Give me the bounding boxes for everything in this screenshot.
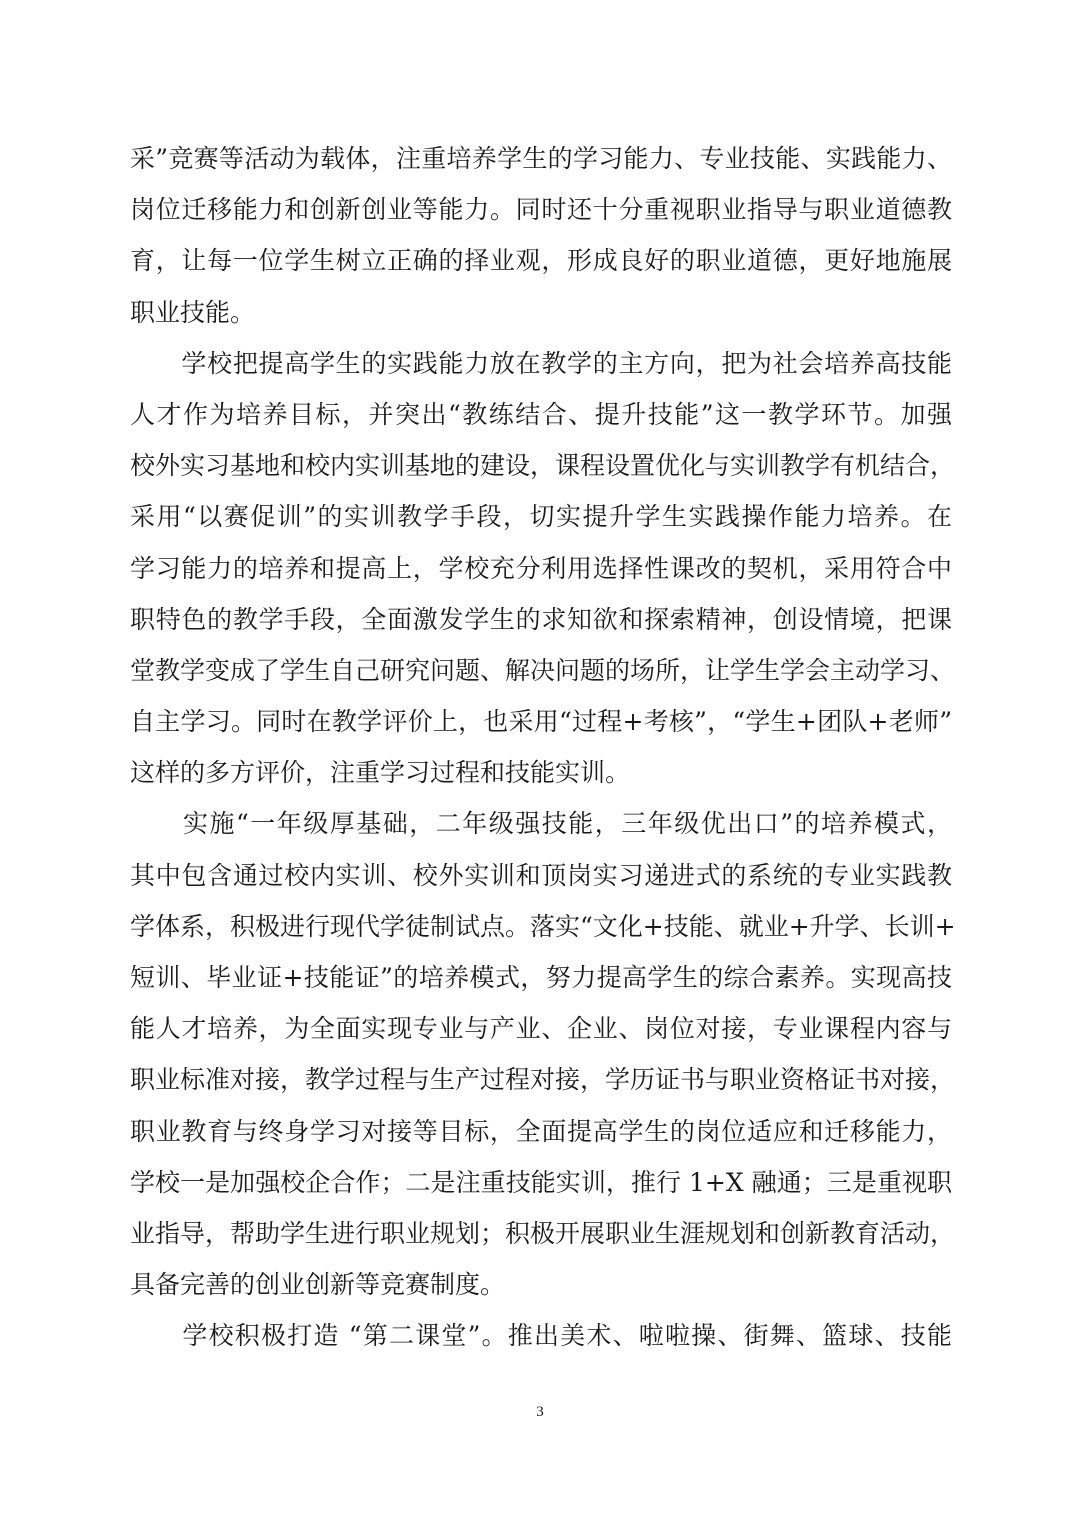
text-line: 学校把提高学生的实践能力放在教学的主方向，把为社会培养高技能 bbox=[130, 348, 952, 378]
text-line: 职业标准对接，教学过程与生产过程对接，学历证书与职业资格证书对接， bbox=[130, 1065, 956, 1095]
text-line: 职业技能。 bbox=[130, 297, 256, 327]
text-line: 自主学习。同时在教学评价上，也采用“过程+考核”，“学生+团队+老师” bbox=[130, 707, 952, 737]
text-line: 学校一是加强校企合作；二是注重技能实训，推行 1+X 融通；三是重视职 bbox=[130, 1167, 952, 1197]
text-line: 人才作为培养目标，并突出“教练结合、提升技能”这一教学环节。加强 bbox=[130, 399, 952, 429]
text-line: 其中包含通过校内实训、校外实训和顶岗实习递进式的系统的专业实践教 bbox=[130, 860, 952, 890]
text-line: 这样的多方评价，注重学习过程和技能实训。 bbox=[130, 758, 631, 788]
text-line: 校外实习基地和校内实训基地的建设，课程设置优化与实训教学有机结合， bbox=[130, 451, 956, 481]
text-line: 实施“一年级厚基础，二年级强技能，三年级优出口”的培养模式， bbox=[130, 809, 952, 839]
text-line: 能人才培养，为全面实现专业与产业、企业、岗位对接，专业课程内容与 bbox=[130, 1014, 952, 1044]
text-line: 学体系，积极进行现代学徒制试点。落实“文化+技能、就业+升学、长训+ bbox=[130, 911, 956, 941]
text-line: 学习能力的培养和提高上，学校充分利用选择性课改的契机，采用符合中 bbox=[130, 553, 952, 583]
text-line: 采”竞赛等活动为载体，注重培养学生的学习能力、专业技能、实践能力、 bbox=[130, 144, 952, 173]
text-line: 堂教学变成了学生自己研究问题、解决问题的场所，让学生学会主动学习、 bbox=[130, 655, 956, 685]
body-text bbox=[130, 133, 956, 1362]
text-line: 采用“以赛促训”的实训教学手段，切实提升学生实践操作能力培养。在 bbox=[130, 502, 952, 532]
text-line: 职业教育与终身学习对接等目标，全面提高学生的岗位适应和迁移能力， bbox=[130, 1116, 952, 1146]
text-line: 岗位迁移能力和创新创业等能力。同时还十分重视职业指导与职业道德教 bbox=[130, 195, 952, 225]
text-line: 短训、毕业证+技能证”的培养模式，努力提高学生的综合素养。实现高技 bbox=[130, 963, 952, 992]
text-line: 职特色的教学手段，全面激发学生的求知欲和探索精神，创设情境，把课 bbox=[130, 604, 952, 634]
text-line: 学校积极打造 “第二课堂”。推出美术、啦啦操、街舞、篮球、技能 bbox=[130, 1321, 952, 1351]
page-number: 3 bbox=[536, 1404, 544, 1420]
text-line: 具备完善的创业创新等竞赛制度。 bbox=[130, 1270, 506, 1300]
text-line: 业指导，帮助学生进行职业规划；积极开展职业生涯规划和创新教育活动， bbox=[130, 1218, 956, 1248]
text-line: 育，让每一位学生树立正确的择业观，形成良好的职业道德，更好地施展 bbox=[130, 246, 952, 276]
